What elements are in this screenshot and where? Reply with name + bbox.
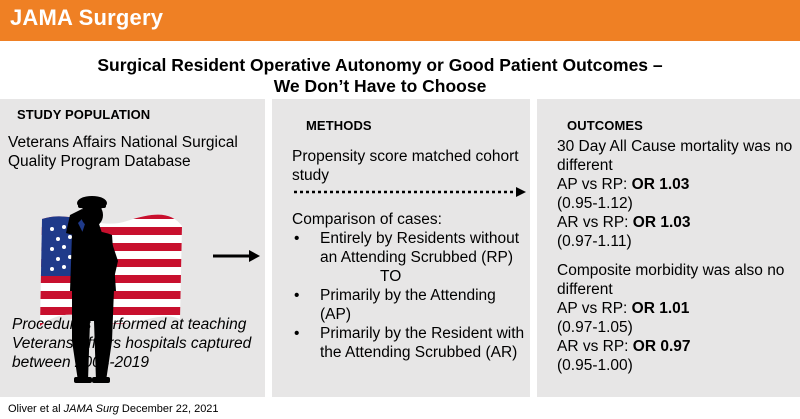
mortality-label: 30 Day All Cause mortality was no different: [557, 138, 793, 174]
outcomes-body: [557, 137, 795, 375]
header-bar: [0, 0, 800, 41]
methods-panel: [272, 99, 530, 397]
study-design-text: Propensity score matched cohort study: [292, 148, 519, 184]
morbidity-ar-row: [557, 337, 795, 356]
mortality-ar-ci: (0.97-1.11): [557, 233, 632, 250]
mortality-ar-or: OR 1.03: [632, 214, 691, 231]
spacer: [557, 251, 795, 261]
list-item-to: TO: [380, 268, 402, 285]
mortality-ar-prefix: AR vs RP:: [557, 214, 633, 231]
comparison-block: [292, 210, 527, 362]
morbidity-ar-prefix: AR vs RP:: [557, 338, 633, 355]
list-item: • Entirely by Residents without an Attending Scrubbed (RP): [292, 229, 527, 267]
title-line-1: Surgical Resident Operative Autonomy or Good Patient Outcomes –: [97, 55, 663, 75]
title-line-2: We Don’t Have to Choose: [273, 76, 487, 96]
morbidity-ar-or: OR 0.97: [632, 338, 691, 355]
right-arrow-icon: [213, 248, 261, 264]
morbidity-ap-or: OR 1.01: [631, 300, 690, 317]
morbidity-label: Composite morbidity was also no different: [557, 262, 785, 298]
database-text: Veterans Affairs National Surgical Quality Program Database: [8, 134, 238, 170]
citation-journal: JAMA Surg: [63, 403, 119, 415]
citation-date: December 22, 2021: [118, 403, 219, 415]
morbidity-ap-row: [557, 299, 795, 318]
list-item: • Primarily by the Resident with the Attending Scrubbed (AR): [292, 324, 527, 362]
journal-brand: JAMA Surgery: [10, 5, 164, 30]
dotted-arrow-icon: [294, 185, 526, 199]
outcomes-panel: [537, 99, 800, 397]
mortality-ap-ci: (0.95-1.12): [557, 195, 633, 212]
page-title: [20, 55, 740, 97]
study-population-panel: [0, 99, 265, 397]
procedures-text: Procedures performed at teaching Veterans Affairs hospitals captured between 2004-2019: [12, 316, 252, 371]
list-item: • Primarily by the Attending (AP): [292, 286, 527, 324]
outcomes-heading: OUTCOMES: [567, 118, 643, 133]
comparison-list: [292, 229, 527, 362]
methods-heading: METHODS: [306, 118, 372, 133]
comparison-label: Comparison of cases:: [292, 211, 442, 228]
citation: [8, 403, 219, 415]
morbidity-ap-ci: (0.97-1.05): [557, 319, 633, 336]
mortality-ap-prefix: AP vs RP:: [557, 176, 632, 193]
study-population-heading: STUDY POPULATION: [17, 107, 151, 122]
morbidity-ar-ci: (0.95-1.00): [557, 357, 633, 374]
mortality-ap-row: [557, 175, 795, 194]
morbidity-ap-prefix: AP vs RP:: [557, 300, 632, 317]
citation-authors: Oliver et al: [8, 403, 64, 415]
mortality-ar-row: [557, 213, 795, 232]
mortality-ap-or: OR 1.03: [631, 176, 690, 193]
